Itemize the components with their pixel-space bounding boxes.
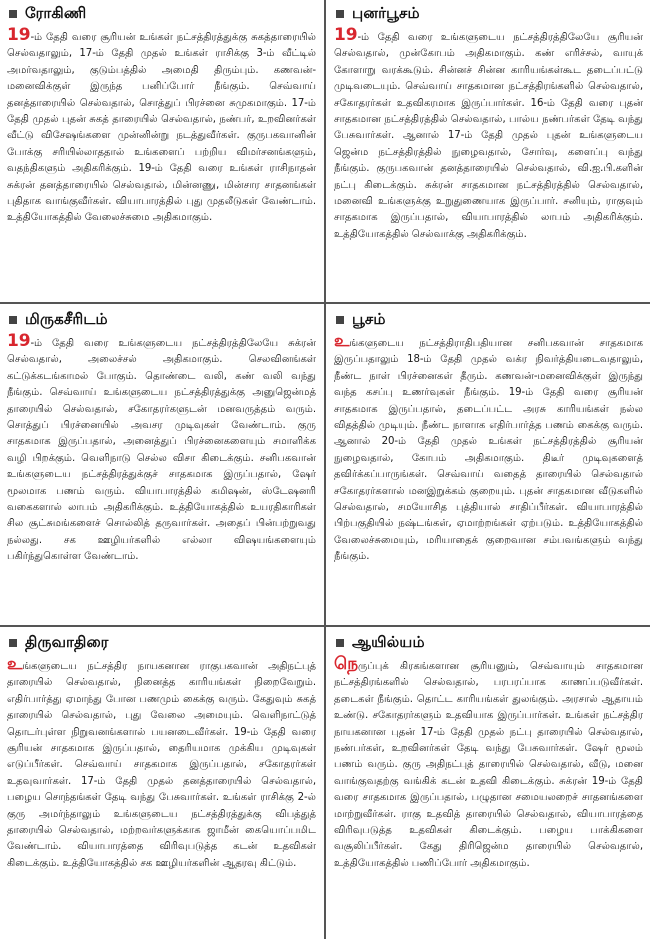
lead-text: நெ xyxy=(334,654,359,674)
body-text: ங்களுடைய நட்சத்திர நாயகனான ராகுபகவான் அதிநட்புத் தாரையில் செல்வதால், நினைத்த காரியங்கள் நிறைவேறும். எதிர்பார்த்து ஏமாந்து போன பணமும் கைக்கு வரும். கேதுவும் சுகத் தாரையில் செல்வதால், புது வேலை அமையும். வெளிநாட்டுத் தொடர்புள்ள நிறுவனங்களால் பயனடைவீர்கள். 19-ம் தேதி வரை சூரியன் சாதகமாக இருப்பதால், தைரியமாக முக்கிய முடிவுகள் எடுப்பீர்கள். செவ்வாய் சாதகமாக இருப்பதால், சகோதரர்கள் உதவுவார்கள். 17-ம் தேதி முதல் தனத்தாரையில் செல்வதால், பழைய சொந்தங்கள் தேடி வந்து பேசுவார்கள். உங்கள் ராசிக்கு 2-ல் குரு அமர்ந்தாலும் உங்களுடைய நட்சத்திரத்துக்கு விபத்துத் தாரையில் செல்வதால், மற்றவர்களுக்காக ஜாமீன் கையொப்பமிட வேண்டாம். வியாபாரத்தை விரிவுபடுத்த கடன் உதவிகள் கிடைக்கும். உத்தியோகத்தில் சக ஊழியர்களின் ஆதரவு கிட்டும். xyxy=(7,661,316,869)
body-text: -ம் தேதி வரை உங்களுடைய நட்சத்திரத்திலேயே சூரியன் செல்வதால், முன்கோபம் அதிகமாகும். கண் எரிச்சல், வாயுக் கோளாறு வரக்கூடும். சின்னச் சின்ன காரியங்கள்கூட தடைப்பட்டு முடிவடையும். செவ்வாய் சாதகமான நட்சத்திரங்களில் செல்வதால், சகோதரர்கள் உதவிகரமாக இருப்பார்கள். 16-ம் தேதி வரை புதன் சாதகமான நட்சத்திரத்தில் செல்வதால், பால்ய நண்பர்கள் தேடி வந்து பேசுவார்கள். ஆனால் 17-ம் தேதி முதல் புதன் உங்களுடைய ஜென்ம நட்சத்திரத்தில் நுழைவதால், சோர்வு, களைப்பு வந்து நீங்கும். குருபகவான் தனத்தாரையில் செல்வதால், வி.ஐ.பி.களின் நட்பு கிடைக்கும். சுக்ரன் சாதகமான நட்சத்திரத்தில் செல்வதால், மனைவி உங்களுக்கு உறுதுணையாக இருப்பார். சனியும், ராகுவும் சாதகமாக இருப்பதால், வியாபாரத்தில் லாபம் அதிகரிக்கும். உத்தியோகத்தில் செல்வாக்கு அதிகரிக்கும். xyxy=(334,32,643,240)
bullet-square-icon xyxy=(336,316,344,324)
section-title: பூசம் xyxy=(352,310,386,328)
section-title: திருவாதிரை xyxy=(25,633,109,651)
section-title: ஆயில்யம் xyxy=(352,633,425,651)
row-divider-2 xyxy=(0,625,650,627)
lead-text: 19 xyxy=(334,25,358,45)
lead-text: 19 xyxy=(7,25,31,45)
section-text xyxy=(334,25,643,243)
section-ayilyam xyxy=(327,629,650,939)
section-text xyxy=(7,654,316,872)
lead-text: உ xyxy=(334,331,350,351)
bullet-square-icon xyxy=(336,10,344,18)
section-text xyxy=(334,331,643,566)
body-text: ங்களுடைய நட்சத்திராதிபதியான சனிபகவான் சாதகமாக இருப்பதாலும் 18-ம் தேதி முதல் வக்ர நிவர்த்தியடைவதாலும், நீண்ட நாள் பிரச்னைகள் தீரும். கணவன்-மனைவிக்குள் இருந்து வந்த கசப்பு உணர்வுகள் நீங்கும். 19-ம் தேதி வரை சூரியன் சாதகமாக இருப்பதால், தடைப்பட்ட அரசு காரியங்கள் நல்ல விதத்தில் முடியும். நீண்ட நாளாக எதிர்பார்த்த பணம் கைக்கு வரும். ஆனால் 20-ம் தேதி முதல் உங்கள் நட்சத்திரத்தில் சூரியன் நுழைவதால், கோபம் அதிகமாகும். திடீர் முடிவுகளைத் தவிர்க்கப்பாருங்கள். செவ்வாய் வதைத் தாரையில் செல்வதால் சகோதரர்களால் மனஇறுக்கம் குறையும். புதன் சாதகமான வீடுகளில் செல்வதால், சமயோசித புத்தியால் சாதிப்பீர்கள். வியாபாரத்தில் பிற்பகுதியில் நஷ்டங்கள், ஏமாற்றங்கள் ஏற்படும். உத்தியோகத்தில் வேலைச்சுமையும், மரியாதைக் குறைவான சம்பவங்களும் வந்து நீங்கும். xyxy=(334,338,643,563)
section-title: புனர்பூசம் xyxy=(352,4,420,22)
body-text: ருப்புக் கிரகங்களான சூரியனும், செவ்வாயும் சாதகமான நட்சத்திரங்களில் செல்வதால், பரபரப்பாக காணப்படுவீர்கள். தடைகள் நீங்கும். தொட்ட காரியங்கள் துலங்கும். அரசால் ஆதாயம் உண்டு. சகோதரர்களும் உதவியாக இருப்பார்கள். உங்கள் நட்சத்திர நாயகனான புதன் 17-ம் தேதி முதல் நட்பு தாரையில் செல்வதால், நண்பர்கள், உறவினர்கள் தேடி வந்து பேசுவார்கள். ஷேர் மூலம் பணம் வரும். குரு அதிநட்புத் தாரையில் செல்வதால், வீடு, மனை வாங்குவதற்கு வங்கிக் கடன் உதவி கிடைக்கும். சுக்ரன் 19-ம் தேதி வரை சாதகமாக இருப்பதால், பழுதான சமையலறைச் சாதனங்களை மாற்றுவீர்கள். ராகு உதவித் தாரையில் செல்வதால், வியாபாரத்தை விரிவுபடுத்த உதவிகள் கிடைக்கும். பழைய பாக்கிகளை வசூலிப்பீர்கள். கேது திரிஜென்ம தாரையில் செல்வதால், உத்தியோகத்தில் பணிப்போர் அதிகமாகும். xyxy=(334,661,643,869)
section-thiruvathirai xyxy=(0,629,323,939)
bullet-square-icon xyxy=(9,639,17,647)
section-rohini xyxy=(0,0,323,301)
lead-text: 19 xyxy=(7,331,31,351)
section-header xyxy=(334,631,643,655)
section-header xyxy=(7,2,316,26)
body-text: -ம் தேதி வரை சூரியன் உங்கள் நட்சத்திரத்துக்கு சுகத்தாரையில் செல்வதாலும், 17-ம் தேதி முதல் உங்கள் ராசிக்கு 3-ம் வீட்டில் அமர்வதாலும், குடும்பத்தில் அமைதி திரும்பும். கணவன்-மனைவிக்குள் இருந்த பனிப்போர் நீங்கும். செவ்வாய் தனத்தாரையில் செல்வதால், சொத்துப் பிரச்னை சுமுகமாகும். 17-ம் தேதி முதல் புதன் சுகத் தாரையில் செல்வதால், நண்பர், உறவினர்கள் வீட்டு விசேஷங்களை முன்னின்று நடத்துவீர்கள். குருபகவானின் போக்கு சரியில்லாததால் உங்களைப் பற்றிய விமர்சனங்களும், வதந்திகளும் அதிகரிக்கும். 19-ம் தேதி வரை உங்கள் ராசிநாதன் சுக்ரன் தனத்தாரையில் செல்வதால், மின்னணு, மின்சார சாதனங்கள் புதிதாக வாங்குவீர்கள். வியாபாரத்தில் புது முதலீடுகள் வேண்டாம். உத்தியோகத்தில் வேலைச்சுமை அதிகமாகும். xyxy=(7,32,316,224)
section-header xyxy=(334,308,643,332)
section-title: ரோகிணி xyxy=(25,4,87,22)
column-divider xyxy=(324,0,326,939)
section-header xyxy=(7,631,316,655)
section-poosam xyxy=(327,306,650,624)
section-header xyxy=(334,2,643,26)
bullet-square-icon xyxy=(9,316,17,324)
section-header xyxy=(7,308,316,332)
row-divider-1 xyxy=(0,302,650,304)
lead-text: உ xyxy=(7,654,23,674)
body-text: -ம் தேதி வரை உங்களுடைய நட்சத்திரத்திலேயே சுக்ரன் செல்வதால், அலைச்சல் அதிகமாகும். செலவினங்கள் கட்டுக்கடங்காமல் போகும். தொண்டை வலி, கண் வலி வந்து நீங்கும். செவ்வாய் உங்களுடைய நட்சத்திரத்துக்கு அனுஜென்மத் தாரையில் செல்வதால், சகோதரர்களுடன் மனவருத்தம் வரும். சொத்துப் பிரச்னையில் அவசர முடிவுகள் வேண்டாம். குரு சாதகமாக இருப்பதால், அனைத்துப் பிரச்னைகளையும் சமாளிக்க வழி பிறக்கும். வெளிநாடு செல்ல விசா கிடைக்கும். சனிபகவான் உங்களுடைய நட்சத்திரத்துக்குச் சாதகமாக இருப்பதால், ஷேர் மூலமாக பணம் வரும். வியாபாரத்தில் கமிஷன், ஸ்டேஷனரி வகைகளால் லாபம் அதிகரிக்கும். உத்தியோகத்தில் உயரதிகாரிகள் சில சூட்சுமங்களைச் சொல்லித் தருவார்கள். அதைப் பின்பற்றுவது நல்லது. சக ஊழியர்களில் எல்லா விஷயங்களையும் பகிர்ந்துகொள்ள வேண்டாம். xyxy=(7,338,316,563)
bullet-square-icon xyxy=(336,639,344,647)
section-mirugasheeridam xyxy=(0,306,323,624)
bullet-square-icon xyxy=(9,10,17,18)
section-title: மிருகசீரிடம் xyxy=(25,310,108,328)
section-text xyxy=(7,331,316,566)
section-punarpusam xyxy=(327,0,650,301)
section-text xyxy=(334,654,643,872)
section-text xyxy=(7,25,316,227)
